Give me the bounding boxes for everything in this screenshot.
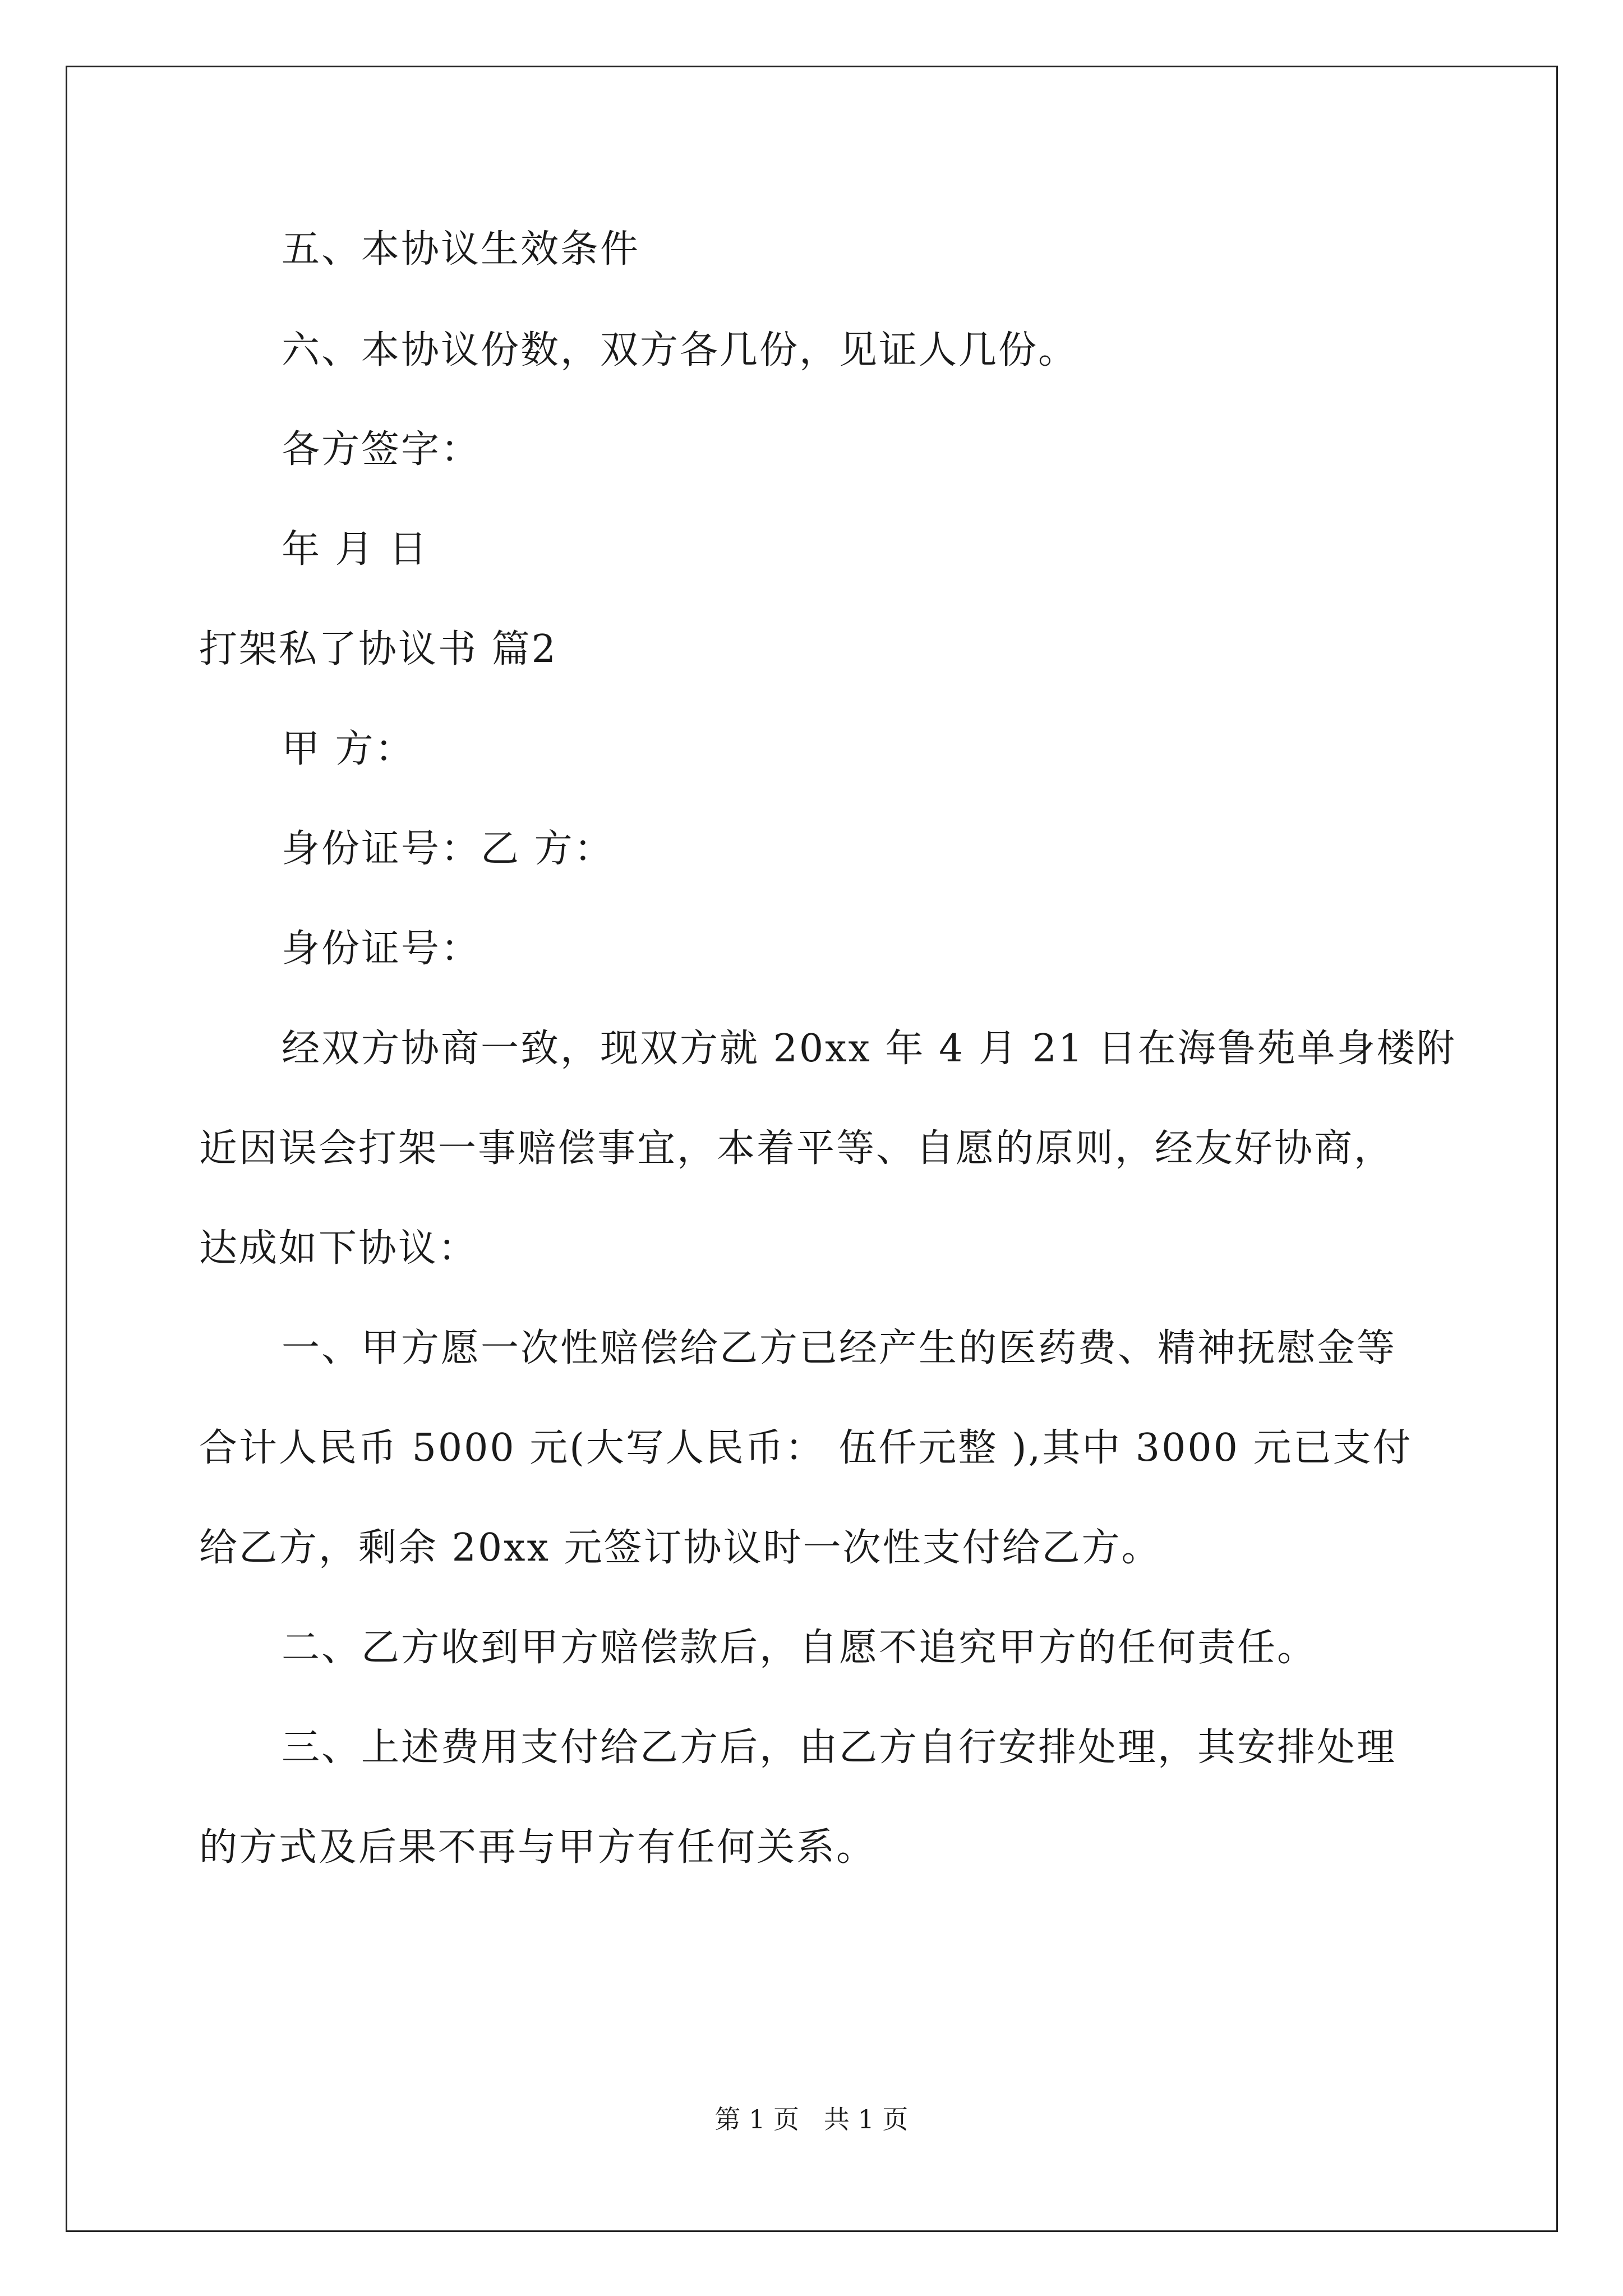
clause-5-effective-conditions: 五、本协议生效条件 bbox=[282, 227, 640, 272]
clause-1-line-1: 一、甲方愿一次性赔偿给乙方已经产生的医药费、精神抚慰金等 bbox=[282, 1326, 1397, 1370]
signatures-label: 各方签字： bbox=[282, 427, 481, 472]
id-number-label: 身份证号： bbox=[282, 927, 481, 971]
clause-1-line-3: 给乙方，剩余 20xx 元签订协议时一次性支付给乙方。 bbox=[199, 1526, 1161, 1570]
preamble-line-1: 经双方协商一致，现双方就 20xx 年 4 月 21 日在海鲁苑单身楼附 bbox=[282, 1027, 1456, 1071]
preamble-line-3: 达成如下协议： bbox=[199, 1226, 478, 1271]
date-line: 年 月 日 bbox=[282, 527, 429, 572]
clause-1-line-2: 合计人民币 5000 元(大写人民币： 伍仟元整 ),其中 3000 元已支付 bbox=[199, 1426, 1413, 1470]
clause-6-copies: 六、本协议份数，双方各几份，见证人几份。 bbox=[282, 328, 1078, 372]
page-footer: 第 1 页 共 1 页 bbox=[714, 2104, 909, 2134]
id-number-party-b-label: 身份证号：乙 方： bbox=[282, 827, 614, 871]
clause-3-line-2: 的方式及后果不再与甲方有任何关系。 bbox=[199, 1825, 877, 1870]
section-heading: 打架私了协议书 篇2 bbox=[199, 627, 557, 671]
party-a-label: 甲 方： bbox=[282, 727, 415, 771]
preamble-line-2: 近因误会打架一事赔偿事宜，本着平等、自愿的原则，经友好协商， bbox=[199, 1126, 1394, 1171]
clause-2: 二、乙方收到甲方赔偿款后，自愿不追究甲方的任何责任。 bbox=[282, 1626, 1317, 1670]
clause-3-line-1: 三、上述费用支付给乙方后，由乙方自行安排处理，其安排处理 bbox=[282, 1726, 1397, 1770]
